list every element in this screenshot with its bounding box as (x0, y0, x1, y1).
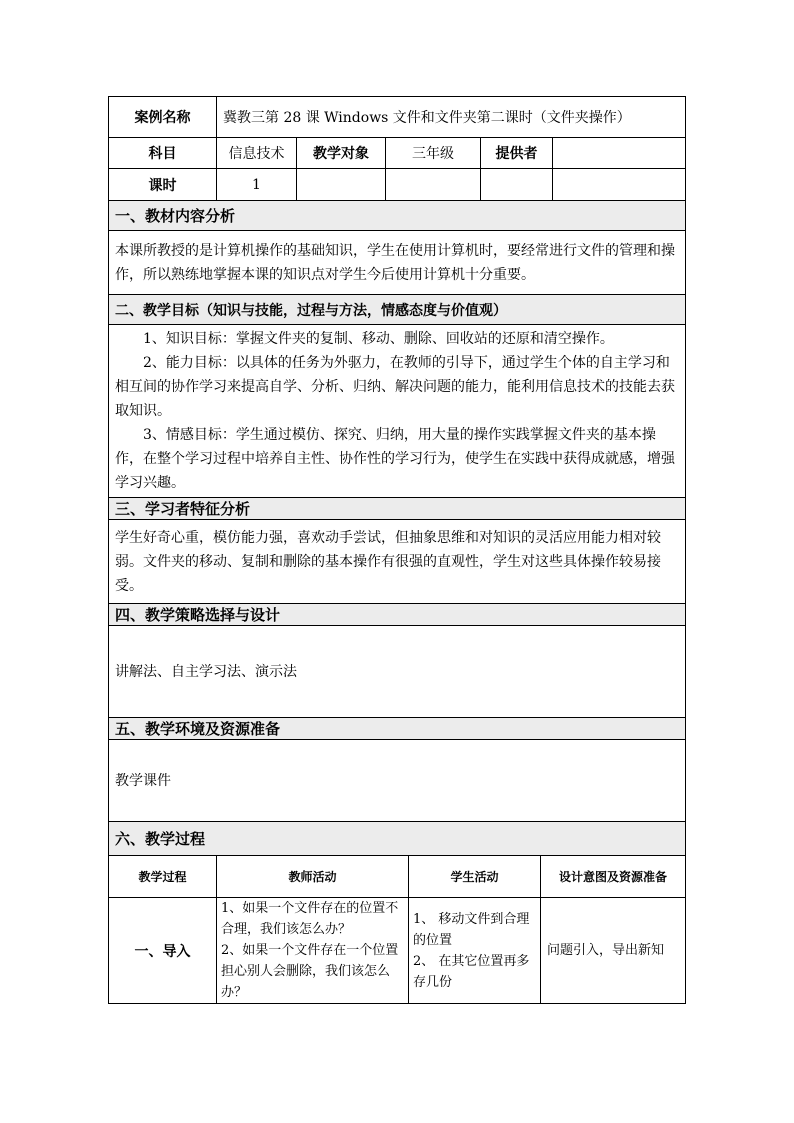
section-title-process: 六、教学过程 (109, 822, 686, 856)
student-answer-1: 1、 移动文件到合理的位置 (413, 911, 530, 948)
process-intent: 问题引入，导出新知 (541, 898, 686, 1004)
student-answer-2: 2、 在其它位置再多存几份 (413, 953, 530, 990)
subject-label: 科目 (109, 138, 217, 169)
section-text-learner-analysis: 学生好奇心重，模仿能力强，喜欢动手尝试，但抽象思维和对知识的灵活应用能力相对较弱。文件夹的移动、复制和删除的基本操作有很强的直观性，学生对这些具体操作较易接受。 (109, 520, 686, 604)
process-teacher-activity (217, 898, 409, 1004)
case-name-label: 案例名称 (109, 97, 217, 138)
section-title-environment: 五、教学环境及资源准备 (109, 718, 686, 740)
empty-cell (481, 169, 553, 201)
teacher-question-2: 2、如果一个文件存在一个位置担心别人会删除，我们该怎么办？ (221, 943, 399, 1000)
lesson-plan-document (108, 96, 685, 1004)
provider-value (553, 138, 686, 169)
section-title-content-analysis: 一、教材内容分析 (109, 201, 686, 231)
empty-cell (386, 169, 481, 201)
audience-label: 教学对象 (297, 138, 386, 169)
section-body-objectives (109, 325, 686, 498)
hours-value: 1 (217, 169, 297, 201)
empty-cell (553, 169, 686, 201)
process-header-intent: 设计意图及资源准备 (541, 856, 686, 898)
process-student-activity (409, 898, 541, 1004)
section-text-environment: 教学课件 (109, 740, 686, 822)
section-title-objectives: 二、教学目标（知识与技能，过程与方法，情感态度与价值观） (109, 295, 686, 325)
process-header-stage: 教学过程 (109, 856, 217, 898)
process-table (108, 855, 686, 1004)
audience-value: 三年级 (386, 138, 481, 169)
subject-value: 信息技术 (217, 138, 297, 169)
empty-cell (297, 169, 386, 201)
section-title-learner-analysis: 三、学习者特征分析 (109, 498, 686, 520)
hours-label: 课时 (109, 169, 217, 201)
process-header-teacher: 教师活动 (217, 856, 409, 898)
section-text-content-analysis: 本课所教授的是计算机操作的基础知识，学生在使用计算机时，要经常进行文件的管理和操作，所以熟练地掌握本课的知识点对学生今后使用计算机十分重要。 (109, 231, 686, 295)
process-stage: 一、导入 (109, 898, 217, 1004)
section-title-strategy: 四、教学策略选择与设计 (109, 604, 686, 626)
objective-ability: 2、能力目标：以具体的任务为外驱力，在教师的引导下，通过学生个体的自主学习和相互间的协作学习来提高自学、分析、归纳、解决问题的能力，能利用信息技术的技能去获取知识。 (115, 355, 675, 419)
lesson-plan-table (108, 96, 686, 856)
provider-label: 提供者 (481, 138, 553, 169)
process-header-student: 学生活动 (409, 856, 541, 898)
teacher-question-1: 1、如果一个文件存在的位置不合理，我们该怎么办？ (221, 901, 399, 937)
case-name-value: 冀教三第 28 课 Windows 文件和文件夹第二课时（文件夹操作） (217, 97, 686, 138)
objective-emotion: 3、情感目标：学生通过模仿、探究、归纳，用大量的操作实践掌握文件夹的基本操作，在整个学习过程中培养自主性、协作性的学习行为，使学生在实践中获得成就感，增强学习兴趣。 (115, 427, 675, 491)
objective-knowledge: 1、知识目标：掌握文件夹的复制、移动、删除、回收站的还原和清空操作。 (143, 331, 614, 347)
section-text-strategy: 讲解法、自主学习法、演示法 (109, 626, 686, 718)
